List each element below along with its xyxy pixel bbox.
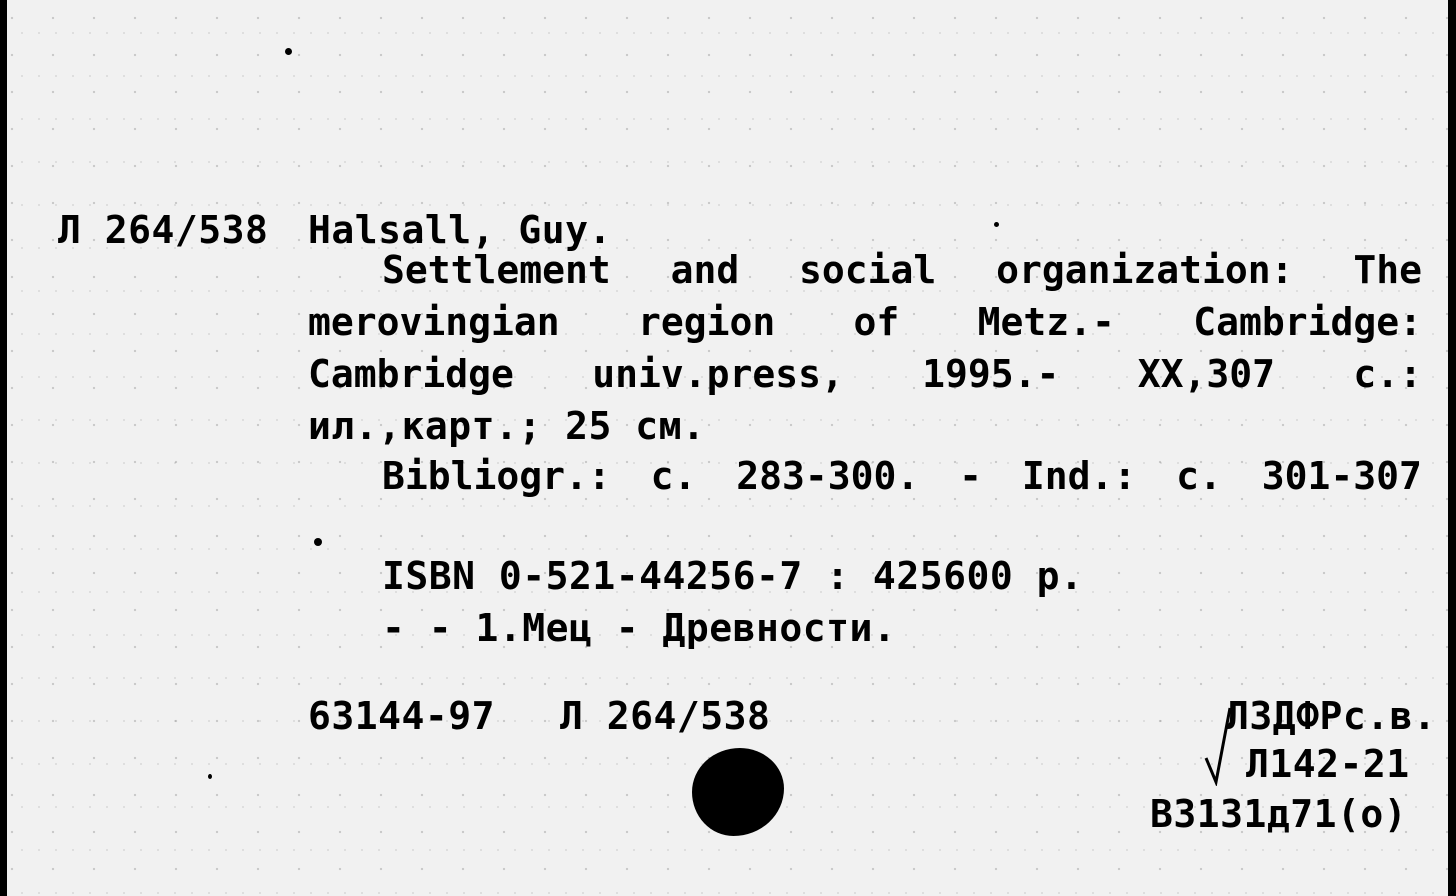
- word: 283-300.: [736, 454, 920, 498]
- classification-code-3: В3131д71(о): [1150, 792, 1408, 836]
- call-number: Л 264/538: [58, 208, 269, 252]
- stray-mark: [285, 48, 292, 55]
- stray-mark: [314, 538, 322, 546]
- word: of: [853, 300, 900, 344]
- word: 301-307: [1261, 454, 1422, 498]
- word: Cambridge:: [1193, 300, 1422, 344]
- word: region: [637, 300, 776, 344]
- stray-mark: [994, 222, 999, 227]
- word: merovingian: [308, 300, 560, 344]
- classification-code-1: ЛЗДФРс.в.: [1226, 694, 1437, 738]
- word: Ind.:: [1021, 454, 1137, 498]
- word: social: [799, 248, 937, 292]
- title-line-4: ил.,карт.; 25 см.: [308, 404, 706, 448]
- word: Settlement: [382, 248, 611, 292]
- word: Metz.-: [977, 300, 1115, 344]
- word: The: [1353, 248, 1422, 292]
- word: c.:: [1353, 352, 1422, 396]
- isbn-line: ISBN 0-521-44256-7 : 425600 p.: [382, 554, 1084, 598]
- card-edge-left: [0, 0, 7, 896]
- word: and: [670, 248, 740, 292]
- stray-mark: [208, 774, 212, 779]
- bibliography-note: [382, 456, 1422, 496]
- classification-code-2: Л142-21: [1246, 742, 1410, 786]
- word: 1995.-: [922, 352, 1060, 396]
- word: univ.press,: [592, 352, 844, 396]
- title-line-1: [382, 250, 1422, 290]
- title-line-3: [308, 354, 1422, 394]
- word: XX,307: [1137, 352, 1276, 396]
- word: Bibliogr.:: [382, 454, 611, 498]
- call-number-bottom: Л 264/538: [560, 694, 771, 738]
- word: organization:: [996, 248, 1294, 292]
- word: c.: [650, 454, 697, 498]
- punch-hole: [692, 748, 784, 836]
- word: -: [959, 454, 983, 498]
- author: Halsall, Guy.: [308, 208, 612, 252]
- accession-number: 63144-97: [308, 694, 496, 738]
- word: c.: [1176, 454, 1222, 498]
- subject-line: - - 1.Мец - Древности.: [382, 606, 897, 650]
- word: Cambridge: [308, 352, 514, 396]
- card-edge-right: [1448, 0, 1456, 896]
- title-line-2: [308, 302, 1422, 342]
